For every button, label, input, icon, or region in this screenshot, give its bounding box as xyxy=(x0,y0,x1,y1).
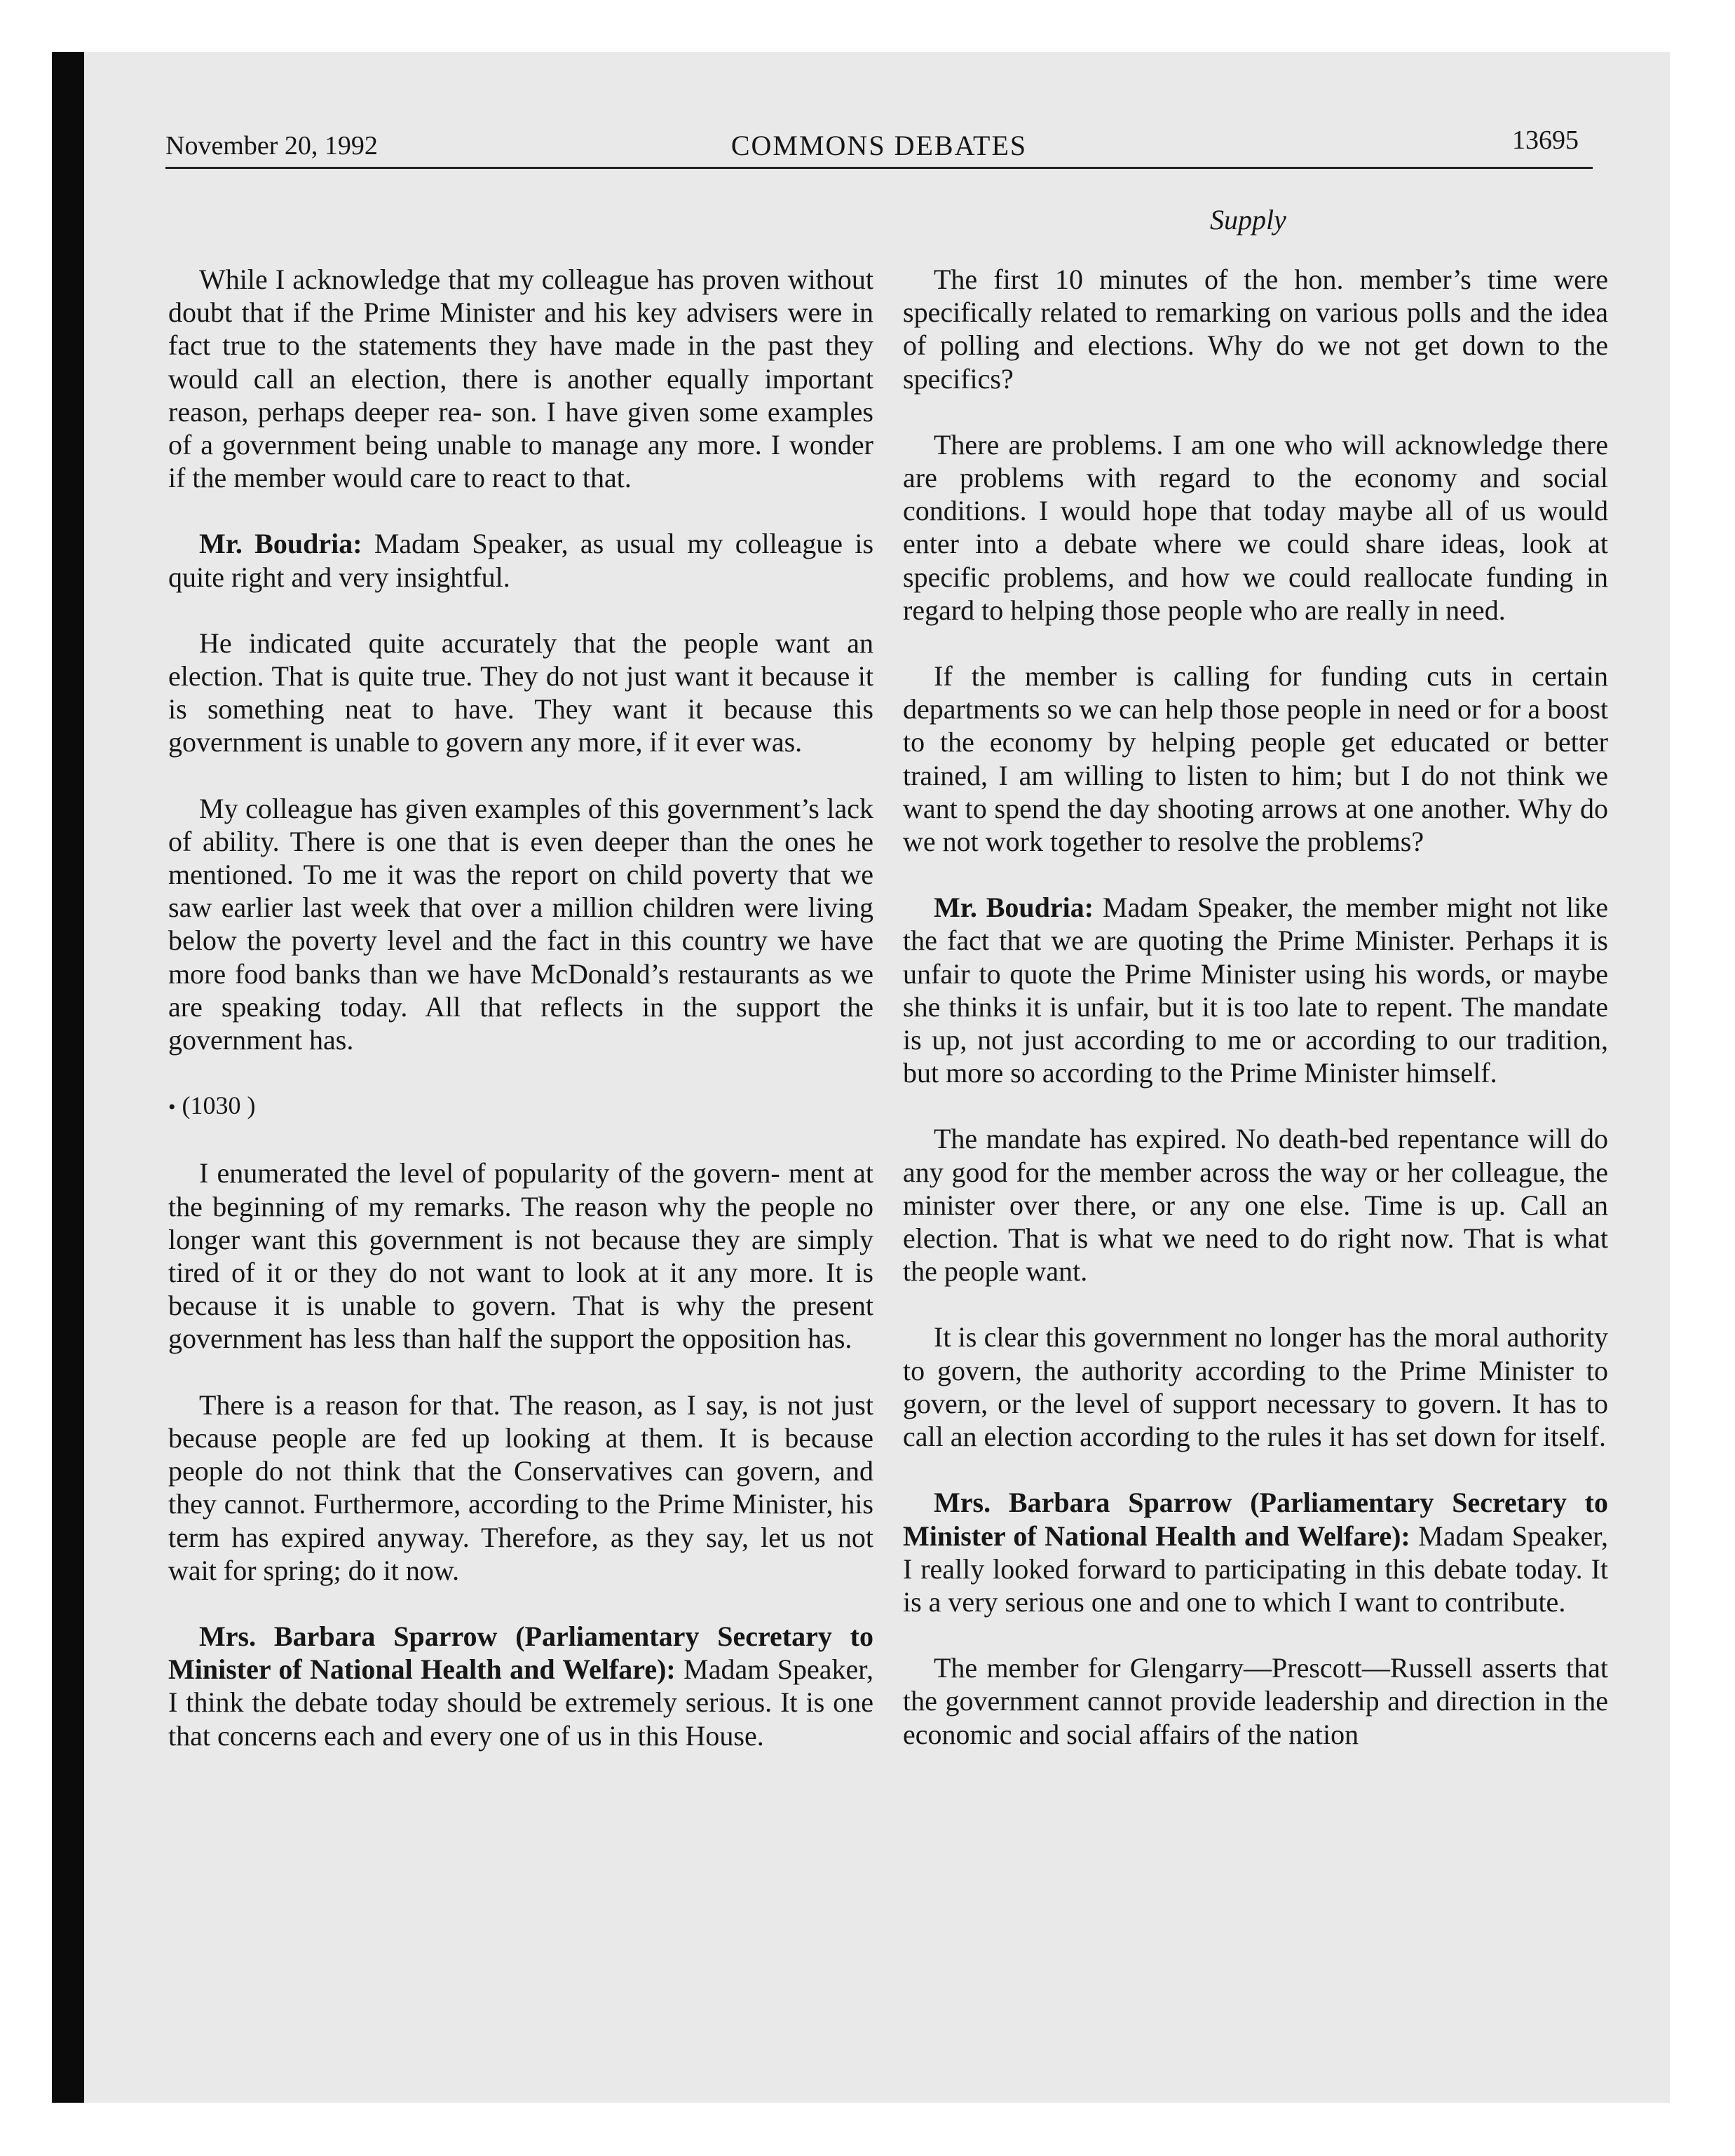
paragraph: There are problems. I am one who will acknowledge there are problems with regard to the economy and social conditions. I would hope that today maybe all of us would enter into a debate where we could share ideas, look at specific problems, and how we could reallocate funding in regard to helping those people who are really in need. xyxy=(903,428,1608,626)
paragraph: It is clear this government no longer has the moral authority to govern, the authority according to the Prime Minister to govern, or the level of support necessary to govern. It has to call an election according to the rules it has set down for itself. xyxy=(903,1321,1608,1453)
paragraph: The first 10 minutes of the hon. member’s time were specifically related to remarking on various polls and the idea of polling and elections. Why do we not get down to the specifics? xyxy=(903,264,1608,395)
speech-text: Madam Speaker, the member might not like the fact that we are quoting the Prime Minister. Perhaps it is unfair to quote the Prime Minister using his words, or maybe she thinks it is unfair, but it is too late to repent. The mandate is up, not just according to me or according to our tradition, but more so according to the Prime Minister himself. xyxy=(903,892,1608,1089)
speech-paragraph xyxy=(903,891,1608,1089)
section-heading: Supply xyxy=(1210,204,1286,236)
paragraph: The member for Glengarry—Prescott—Russell asserts that the government cannot provide leadership and direction in the economic and social affairs of the nation xyxy=(903,1652,1608,1750)
speech-text: Madam Speaker, I really looked forward to participating in this debate today. It is a very serious one and one to which I want to contribute. xyxy=(903,1520,1608,1618)
speech-paragraph xyxy=(168,1620,873,1752)
paragraph: I enumerated the level of popularity of the govern- ment at the beginning of my remarks. The reason why the people no longer want this government is not because they are simply tired of it or they do not want to look at it any more. It is because it is unable to govern. That is why the present government has less than half the support the opposition has. xyxy=(168,1157,873,1355)
paragraph: The mandate has expired. No death-bed repentance will do any good for the member across the way or her colleague, the minister over there, or any one else. Time is up. Call an election. That is what we need to do right now. That is what the people want. xyxy=(903,1123,1608,1288)
page-header xyxy=(165,125,1593,169)
paragraph: If the member is calling for funding cuts in certain departments so we can help those people in need or for a boost to the economy by helping people get educated or better trained, I am willing to listen to him; but I do not think we want to spend the day shooting arrows at one another. Why do we not work together to resolve the problems? xyxy=(903,660,1608,858)
speaker-name: Mr. Boudria: xyxy=(199,528,362,560)
paragraph: He indicated quite accurately that the people want an election. That is quite true. They do not just want it because it is something neat to have. They want it because this government is unable to govern any more, if it ever was. xyxy=(168,627,873,758)
time-marker-text: (1030 ) xyxy=(182,1091,256,1120)
speaker-name: Mrs. Barbara Sparrow (Parliamentary Secretary to Minister of National Health and Welfare): xyxy=(168,1620,873,1686)
speech-paragraph xyxy=(903,1486,1608,1618)
speaker-name: Mrs. Barbara Sparrow (Parliamentary Secretary to Minister of National Health and Welfare): xyxy=(903,1487,1608,1552)
time-marker xyxy=(168,1089,873,1124)
header-page-number: 13695 xyxy=(1512,125,1579,155)
paragraph: While I acknowledge that my colleague has proven without doubt that if the Prime Minister and his key advisers were in fact true to the statements they have made in the past they would call an election, there is another equally important reason, perhaps deeper rea- son. I have given some examples of a government being unable to manage any more. I wonder if the member would care to react to that. xyxy=(168,264,873,494)
speech-text: Madam Speaker, I think the debate today should be extremely serious. It is one that concerns each and every one of us in this House. xyxy=(168,1653,873,1752)
paragraph: There is a reason for that. The reason, as I say, is not just because people are fed up looking at them. It is because people do not think that the Conservatives can govern, and they cannot. Furthermore, according to the Prime Minister, his term has expired anyway. Therefore, as they say, let us not wait for spring; do it now. xyxy=(168,1389,873,1586)
speech-text: Madam Speaker, as usual my colleague is quite right and very insightful. xyxy=(168,528,874,593)
header-title: COMMONS DEBATES xyxy=(730,130,1028,161)
bullet-icon: • xyxy=(168,1096,176,1119)
header-date: November 20, 1992 xyxy=(165,131,378,161)
right-column xyxy=(903,263,1608,1751)
paragraph: My colleague has given examples of this government’s lack of ability. There is one that is even deeper than the ones he mentioned. To me it was the report on child poverty that we saw earlier last week that over a million children were living below the poverty level and the fact in this country we have more food banks than we have McDonald’s restaurants as we are speaking today. All that reflects in the support the government has. xyxy=(168,792,873,1056)
left-column xyxy=(168,263,873,1752)
scan-edge-bar xyxy=(52,52,84,2103)
speaker-name: Mr. Boudria: xyxy=(934,892,1094,924)
speech-paragraph xyxy=(168,527,873,593)
